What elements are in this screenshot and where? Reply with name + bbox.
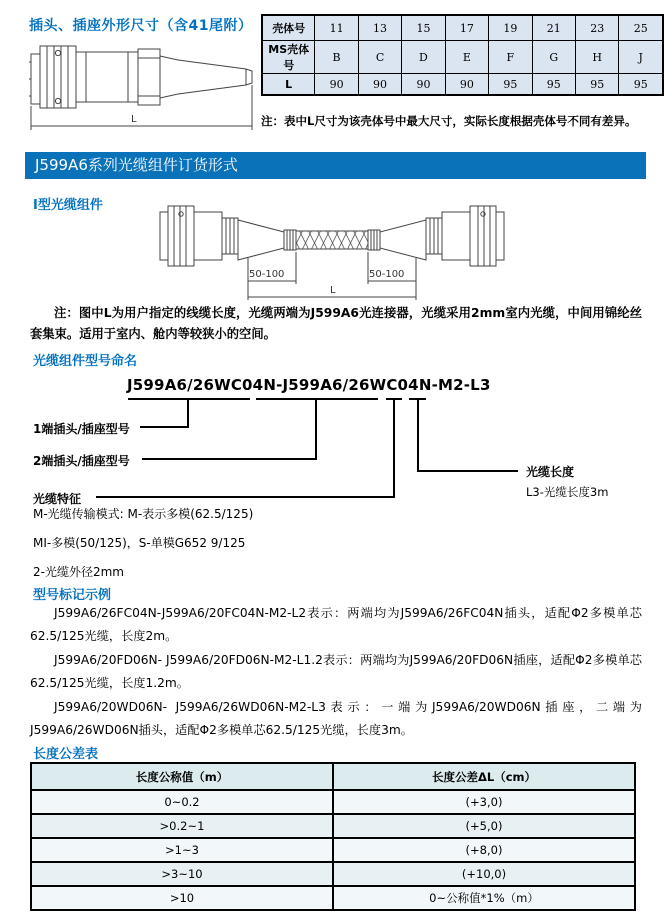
feature-line-mode2: MI-多模(50/125)，S-单模G652 9/125 <box>33 536 246 550</box>
shell-table-cell: 95 <box>532 74 575 96</box>
shell-table-cell: E <box>445 41 488 74</box>
shell-table-cell: 19 <box>489 15 532 41</box>
section-heading-i-type: I型光缆组件 <box>33 198 103 213</box>
example-paragraph: J599A6/20FD06N- J599A6/20FD06N-M2-L1.2表示：两端均为J599A6/20FD06N插座，适配Φ2多模单芯62.5/125光缆，长度1.2m。 <box>30 652 642 691</box>
tolerance-value: (+3,0) <box>333 790 635 814</box>
examples-heading: 型号标记示例 <box>33 588 112 603</box>
shell-table-cell: 15 <box>402 15 445 41</box>
shell-table-cell: 90 <box>402 74 445 96</box>
label-cable-length: 光缆长度 <box>526 465 575 479</box>
shell-table-cell: 13 <box>358 15 401 41</box>
shell-table-cell: 95 <box>576 74 619 96</box>
cable-dim-right-label: 50-100 <box>369 269 405 280</box>
shell-table-cell: 17 <box>445 15 488 41</box>
tolerance-value: (+8,0) <box>333 838 635 862</box>
table-header-row <box>31 763 635 790</box>
table-row <box>262 41 663 74</box>
example-paragraph: J599A6/26FC04N-J599A6/20FC04N-M2-L2表示：两端均为J599A6/26FC04N插头，适配Φ2多模单芯62.5/125光缆，长度2m。 <box>30 606 642 644</box>
label-cable-length-sub: L3-光缆长度3m <box>526 485 609 499</box>
tolerance-nominal: >0.2~1 <box>31 814 333 838</box>
shell-table-cell: F <box>489 41 532 74</box>
shell-table-cell: 25 <box>619 15 663 41</box>
tolerance-nominal: >10 <box>31 886 333 910</box>
shell-table-cell: 90 <box>358 74 401 96</box>
table-row <box>31 838 635 862</box>
examples-block <box>30 602 642 742</box>
tolerance-value: (+5,0) <box>333 814 635 838</box>
cable-dim-left-label: 50-100 <box>249 269 285 280</box>
plug-dimensions-title: 插头、插座外形尺寸（含41尾附） <box>29 18 253 34</box>
tolerance-col1-header: 长度公称值（m） <box>31 763 333 790</box>
shell-table-header-cell: 壳体号 <box>262 15 315 41</box>
tolerance-nominal: >1~3 <box>31 838 333 862</box>
series-banner: J599A6系列光缆组件订货形式 <box>25 152 646 179</box>
label-end1-model: 1端插头/插座型号 <box>33 422 130 436</box>
table-row <box>31 886 635 910</box>
tolerance-heading: 长度公差表 <box>33 747 99 762</box>
table-row <box>31 790 635 814</box>
shell-table-cell: 95 <box>619 74 663 96</box>
feature-line-mode: M-光缆传输模式: M-表示多模(62.5/125) <box>33 507 254 521</box>
feature-line-diameter: 2-光缆外径2mm <box>33 565 124 579</box>
shell-table-cell: H <box>576 41 619 74</box>
shell-table-cell: 95 <box>489 74 532 96</box>
shell-table-cell: D <box>402 41 445 74</box>
shell-table-cell: 23 <box>576 15 619 41</box>
cable-note: 注：图中L为用户指定的线缆长度，光缆两端为J599A6光连接器，光缆采用2mm室内光缆，中间用锦纶丝套集束。适用于室内、舱内等较狭小的空间。 <box>30 306 642 341</box>
example-paragraph: J599A6/20WD06N- J599A6/26WD06N-M2-L3表示：一端为J599A6/20WD06N插座，二端为J599A6/26WD06N插头，适配Φ2多模单芯62.5/125光缆，长度3m。 <box>30 699 642 738</box>
tolerance-nominal: 0~0.2 <box>31 790 333 814</box>
shell-table-cell: C <box>358 41 401 74</box>
shell-table-cell: B <box>315 41 358 74</box>
tolerance-col2-header: 长度公差ΔL（cm） <box>333 763 635 790</box>
plug-dim-label-l: L <box>131 114 137 125</box>
tolerance-nominal: >3~10 <box>31 862 333 886</box>
table-row <box>31 814 635 838</box>
length-tolerance-table <box>30 762 636 911</box>
label-cable-feature: 光缆特征 <box>33 492 82 506</box>
tolerance-value: 0~公称值*1%（m） <box>333 886 635 910</box>
plug-outline-drawing <box>28 42 258 136</box>
shell-table-header-cell: MS壳体号 <box>262 41 315 74</box>
cable-assembly-drawing <box>148 198 516 304</box>
shell-table-cell: 21 <box>532 15 575 41</box>
shell-table-cell: 90 <box>445 74 488 96</box>
table-row <box>31 862 635 886</box>
shell-table-cell: 11 <box>315 15 358 41</box>
table-row <box>262 74 663 96</box>
shell-table-cell: 90 <box>315 74 358 96</box>
shell-table-cell: G <box>532 41 575 74</box>
naming-heading: 光缆组件型号命名 <box>33 354 138 369</box>
shell-table-cell: J <box>619 41 663 74</box>
cable-dim-total-label: L <box>330 285 336 296</box>
table-row <box>262 15 663 41</box>
shell-table-note: 注：表中L尺寸为该壳体号中最大尺寸，实际长度根据壳体号不同有差异。 <box>261 114 637 128</box>
label-end2-model: 2端插头/插座型号 <box>33 454 130 468</box>
part-number: J599A6/26WC04N-J599A6/26WC04N-M2-L3 <box>127 376 491 394</box>
shell-size-table <box>261 14 664 96</box>
tolerance-value: (+10,0) <box>333 862 635 886</box>
shell-table-header-cell: L <box>262 74 315 96</box>
